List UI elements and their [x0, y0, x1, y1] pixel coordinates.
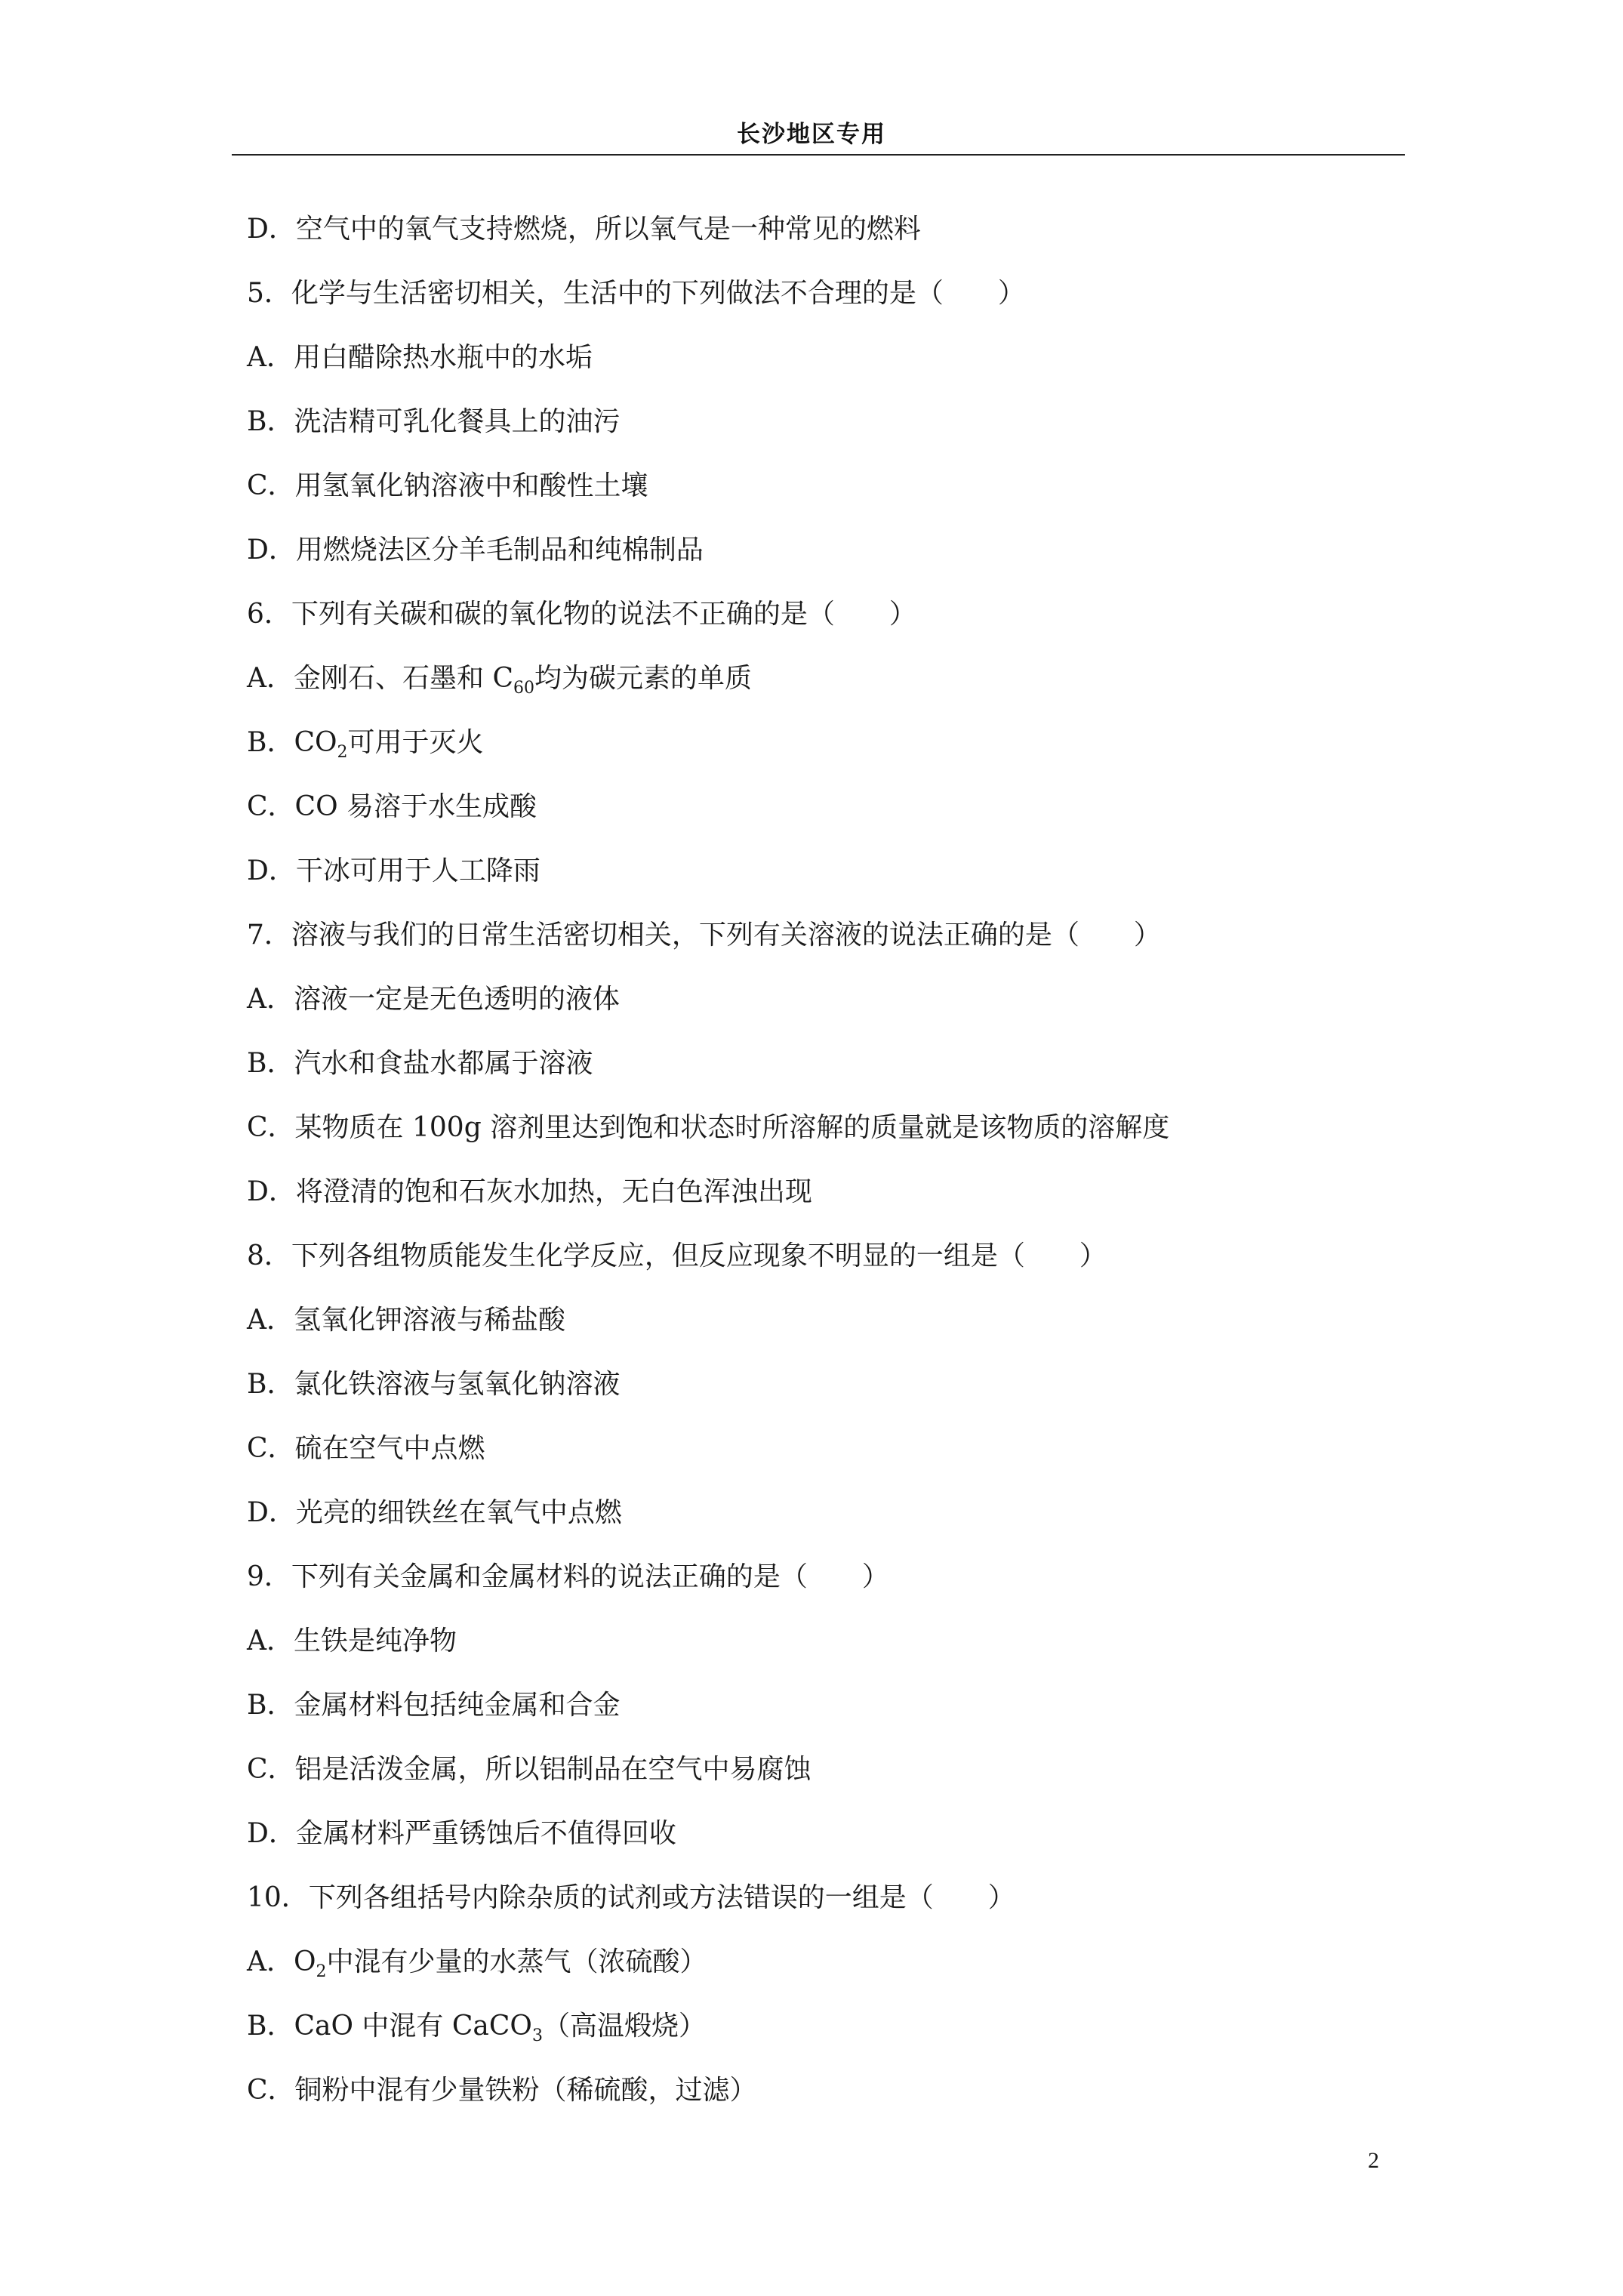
option-line: B．氯化铁溶液与氢氧化钠溶液	[247, 1369, 621, 1400]
question-line: 7．溶液与我们的日常生活密切相关，下列有关溶液的说法正确的是（ ）	[247, 920, 1161, 951]
option-line: B．汽水和食盐水都属于溶液	[247, 1048, 593, 1079]
option-line: D．将澄清的饱和石灰水加热，无白色浑浊出现	[247, 1176, 812, 1207]
question-line: 5．化学与生活密切相关，生活中的下列做法不合理的是（ ）	[247, 278, 1025, 309]
option-line: A．用白醋除热水瓶中的水垢	[247, 342, 593, 373]
formula-text: 中混有少量的水蒸气（浓硫酸）	[326, 1946, 707, 1977]
option-line: B．金属材料包括纯金属和合金	[247, 1690, 621, 1721]
option-line	[247, 726, 484, 760]
formula-text: B．CaO 中混有 CaCO	[247, 2011, 532, 2042]
formula-text: A．金刚石、石墨和 C	[247, 663, 513, 694]
header-title: 长沙地区专用	[737, 121, 886, 148]
option-line: A．溶液一定是无色透明的液体	[247, 984, 620, 1015]
formula-subscript: 2	[316, 1962, 327, 1981]
formula-text: A．O	[247, 1946, 316, 1977]
option-line	[247, 662, 753, 698]
option-line: C．某物质在 100g 溶剂里达到饱和状态时所溶解的质量就是该物质的溶解度	[247, 1112, 1170, 1143]
option-line: D．干冰可用于人工降雨	[247, 855, 540, 886]
option-line: C．铝是活泼金属，所以铝制品在空气中易腐蚀	[247, 1754, 812, 1785]
formula-text: 可用于灭火	[347, 727, 484, 758]
option-line: D．空气中的氧气支持燃烧，所以氧气是一种常见的燃料	[247, 214, 921, 245]
option-line: A．生铁是纯净物	[247, 1626, 457, 1657]
formula-text: 均为碳元素的单质	[534, 663, 753, 694]
option-line: D．用燃烧法区分羊毛制品和纯棉制品	[247, 535, 704, 566]
formula-subscript: 60	[513, 679, 534, 698]
page-number: 2	[1368, 2148, 1379, 2173]
option-line: D．金属材料严重锈蚀后不值得回收	[247, 1818, 676, 1849]
option-line: C．用氢氧化钠溶液中和酸性土壤	[247, 470, 648, 501]
formula-text: B．CO	[247, 727, 337, 758]
formula-subscript: 2	[337, 743, 348, 762]
option-line	[247, 1946, 707, 1979]
question-line: 9．下列有关金属和金属材料的说法正确的是（ ）	[247, 1561, 889, 1592]
formula-text: （高温煅烧）	[542, 2011, 706, 2042]
question-line: 10．下列各组括号内除杂质的试剂或方法错误的一组是（ ）	[247, 1882, 1015, 1913]
option-line: C．CO 易溶于水生成酸	[247, 791, 537, 822]
option-line: A．氢氧化钾溶液与稀盐酸	[247, 1305, 565, 1336]
question-line: 8．下列各组物质能发生化学反应，但反应现象不明显的一组是（ ）	[247, 1240, 1107, 1271]
option-line: C．硫在空气中点燃	[247, 1433, 485, 1464]
option-line: C．铜粉中混有少量铁粉（稀硫酸，过滤）	[247, 2075, 757, 2106]
option-line: D．光亮的细铁丝在氧气中点燃	[247, 1497, 622, 1528]
option-line	[247, 2010, 706, 2043]
option-line: B．洗洁精可乳化餐具上的油污	[247, 406, 621, 437]
formula-subscript: 3	[531, 2026, 543, 2045]
question-line: 6．下列有关碳和碳的氧化物的说法不正确的是（ ）	[247, 599, 916, 630]
header-divider	[232, 154, 1405, 156]
